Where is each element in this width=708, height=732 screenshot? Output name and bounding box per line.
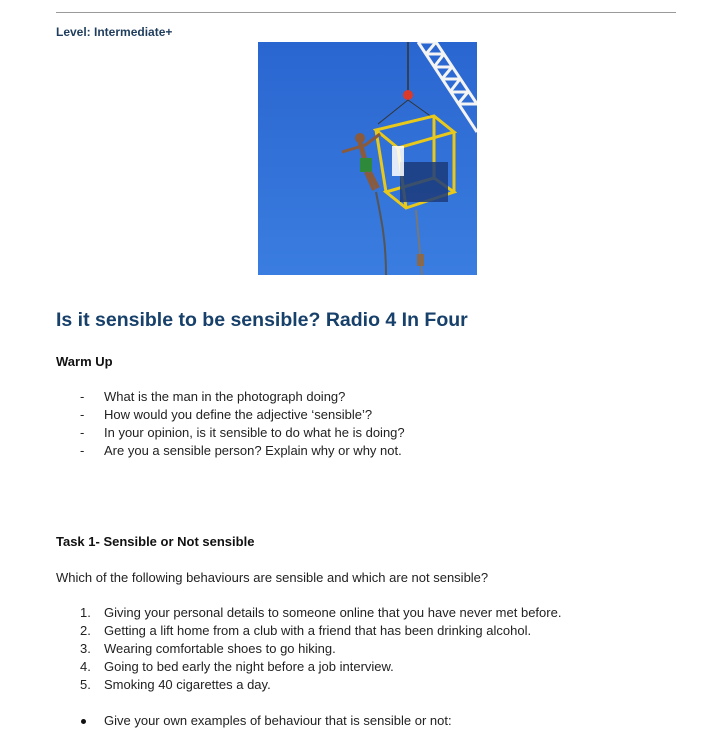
top-rule — [56, 12, 676, 13]
list-item: 4. Going to bed early the night before a job interview. — [80, 659, 394, 674]
warm-up-heading: Warm Up — [56, 354, 113, 369]
page-title: Is it sensible to be sensible? Radio 4 In Four — [56, 309, 468, 331]
list-item: - How would you define the adjective ‘sensible’? — [80, 407, 373, 422]
list-item: - In your opinion, is it sensible to do what he is doing? — [80, 425, 405, 440]
task1-bullet-item: Give your own examples of behaviour that is sensible or not: — [0, 712, 700, 730]
bullet-icon — [81, 719, 86, 724]
list-item: - Are you a sensible person? Explain why or why not. — [80, 443, 402, 458]
task1-question: Which of the following behaviours are sensible and which are not sensible? — [56, 570, 489, 585]
dash-marker: - — [80, 389, 85, 404]
task1-heading: Task 1- Sensible or Not sensible — [56, 534, 255, 549]
level-label: Level: Intermediate+ — [56, 25, 173, 39]
dash-marker: - — [80, 407, 85, 422]
list-item: 5. Smoking 40 cigarettes a day. — [80, 677, 271, 692]
task1-list — [0, 604, 700, 694]
dash-marker: - — [80, 425, 85, 440]
list-item: 1. Giving your personal details to someone online that you have never met before. — [80, 605, 562, 620]
list-item: - What is the man in the photograph doing? — [80, 389, 346, 404]
warm-up-list — [0, 388, 700, 460]
list-item: 2. Getting a lift home from a club with a friend that has been drinking alcohol. — [80, 623, 532, 638]
bungee-photo — [258, 42, 477, 275]
list-item: 3. Wearing comfortable shoes to go hiking. — [80, 641, 336, 656]
dash-marker: - — [80, 443, 85, 458]
